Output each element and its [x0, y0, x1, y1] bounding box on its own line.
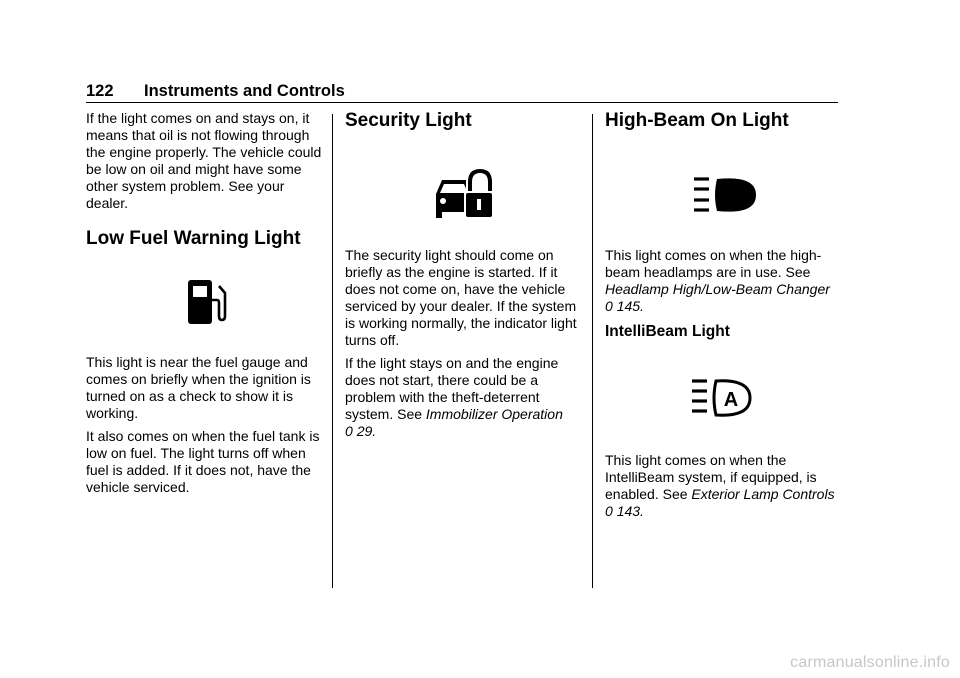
intellibeam-icon-letter: A: [723, 389, 739, 411]
intellibeam-icon: [690, 378, 754, 418]
header-rule: [86, 102, 838, 103]
column-divider-2: [592, 114, 593, 588]
immobilizer-page-ref[interactable]: 29: [356, 423, 373, 439]
page-ref-symbol: 0: [345, 423, 353, 439]
high-beam-heading: High-Beam On Light: [605, 110, 789, 131]
intellibeam-paragraph: This light comes on when the IntelliBeam system, if equipped, is enabled. See Exterior Lamp Controls 0 143.: [605, 452, 835, 519]
security-paragraph-1: The security light should come on briefly as the engine is started. If it does not come on, have the vehicle serviced by your dealer. If the system is working normally, the indicator light turns off.: [345, 247, 577, 348]
page-number: 122: [86, 82, 114, 100]
security-lock-icon: [432, 168, 494, 220]
intellibeam-heading: IntelliBeam Light: [605, 323, 730, 340]
oil-pressure-paragraph: If the light comes on and stays on, it means that oil is not flowing through the engine properly. The vehicle could be low on oil and might have some other system problem. See your dealer.: [86, 110, 322, 211]
page-ref-symbol: 0: [605, 298, 613, 314]
security-heading: Security Light: [345, 110, 472, 131]
high-beam-paragraph: This light comes on when the high-beam headlamps are in use. See Headlamp High/Low-Beam Changer 0 145.: [605, 247, 830, 314]
intellibeam-text: [605, 452, 841, 526]
exterior-lamp-page-ref[interactable]: 143: [616, 503, 641, 519]
page-header: [86, 82, 345, 101]
security-paragraph-2: If the light stays on and the engine does not start, there could be a problem with the theft-deterrent system. See Immobilizer Operation 0 29.: [345, 355, 563, 439]
low-fuel-paragraph-1: This light is near the fuel gauge and comes on briefly when the ignition is turned on as a check to show it is working.: [86, 354, 311, 421]
section-title: Instruments and Controls: [144, 82, 345, 100]
headlamp-page-ref[interactable]: 145: [616, 298, 641, 314]
low-fuel-heading: Low Fuel Warning Light: [86, 228, 301, 249]
column-1: [86, 110, 322, 250]
watermark: carmanualsonline.info: [790, 654, 950, 671]
high-beam-icon: [692, 177, 758, 213]
exterior-lamp-link[interactable]: Exterior Lamp Controls: [691, 486, 835, 502]
high-beam-text: [605, 247, 841, 341]
page-ref-symbol: 0: [605, 503, 613, 519]
security-text: [345, 247, 581, 446]
low-fuel-text: [86, 354, 326, 502]
column-2: [345, 110, 581, 132]
column-divider-1: [332, 114, 333, 588]
fuel-pump-icon: [186, 278, 230, 328]
immobilizer-link[interactable]: Immobilizer Operation: [425, 406, 563, 422]
headlamp-changer-link[interactable]: Headlamp High/Low-Beam Changer: [605, 281, 830, 297]
low-fuel-paragraph-2: It also comes on when the fuel tank is low on fuel. The light turns off when fuel is added. If it does not, have the vehicle serviced.: [86, 428, 320, 495]
column-3: [605, 110, 841, 132]
